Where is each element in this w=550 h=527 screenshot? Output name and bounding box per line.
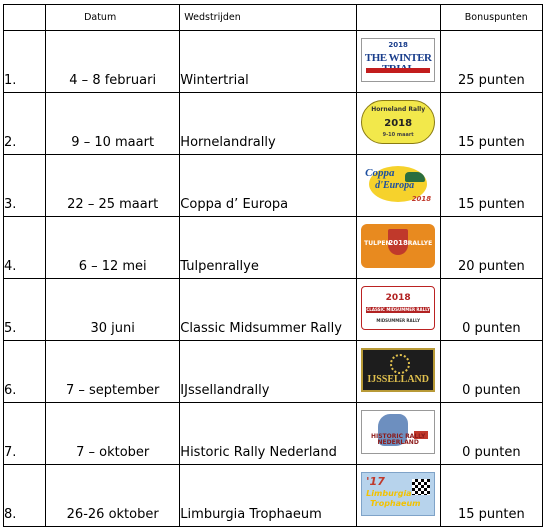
checkered-flag-icon — [412, 479, 430, 495]
limburgia-logo: '17 Limburgia Trophaeum — [361, 472, 435, 516]
row-date: 7 – september — [46, 341, 180, 403]
table-row — [4, 279, 543, 341]
table-row — [4, 31, 543, 93]
header-logo — [356, 5, 440, 31]
row-date: 4 – 8 februari — [46, 31, 180, 93]
row-points: 0 punten — [440, 403, 542, 465]
header-date: Datum — [46, 5, 180, 31]
header-event: Wedstrijden — [180, 5, 356, 31]
table-row — [4, 403, 543, 465]
table-row — [4, 341, 543, 403]
coppa-europa-logo: Coppa d'Europa 2018 — [365, 166, 432, 203]
table-row — [4, 155, 543, 217]
row-number: 3. — [4, 155, 46, 217]
row-number: 5. — [4, 279, 46, 341]
bonus-points-table — [3, 4, 543, 527]
row-points: 15 punten — [440, 93, 542, 155]
table-row — [4, 93, 543, 155]
row-event: Historic Rally Nederland — [180, 403, 356, 465]
table-row — [4, 465, 543, 527]
classic-midsummer-logo: 2018 CLASSIC MIDSUMMER RALLY MIDSUMMER RALLY — [361, 286, 435, 330]
row-event: Coppa d’ Europa — [180, 155, 356, 217]
row-number: 4. — [4, 217, 46, 279]
historic-rally-logo: HISTORIC RALLY NEDERLAND — [361, 410, 435, 454]
table-row — [4, 217, 543, 279]
row-date: 7 – oktober — [46, 403, 180, 465]
row-event: Tulpenrallye — [180, 217, 356, 279]
wintertrial-logo: 2018 THE WINTER — [361, 38, 435, 82]
row-points: 0 punten — [440, 279, 542, 341]
row-number: 8. — [4, 465, 46, 527]
row-number: 6. — [4, 341, 46, 403]
header-number — [4, 5, 46, 31]
tulpenrallye-logo: TULPEN RALLYE 2018 — [361, 224, 435, 268]
row-points: 15 punten — [440, 465, 542, 527]
row-points: 0 punten — [440, 341, 542, 403]
row-event: Limburgia Trophaeum — [180, 465, 356, 527]
row-number: 1. — [4, 31, 46, 93]
row-event: Classic Midsummer Rally — [180, 279, 356, 341]
row-date: 6 – 12 mei — [46, 217, 180, 279]
header-points: Bonuspunten — [440, 5, 542, 31]
row-points: 20 punten — [440, 217, 542, 279]
row-date: 9 – 10 maart — [46, 93, 180, 155]
row-points: 25 punten — [440, 31, 542, 93]
row-date: 26-26 oktober — [46, 465, 180, 527]
row-event: IJssellandrally — [180, 341, 356, 403]
row-number: 7. — [4, 403, 46, 465]
row-date: 22 – 25 maart — [46, 155, 180, 217]
row-points: 15 punten — [440, 155, 542, 217]
stars-ring-icon — [390, 354, 410, 374]
row-event: Hornelandrally — [180, 93, 356, 155]
header-row — [4, 5, 543, 31]
hornelandrally-logo: Horneland Rally 2018 9-10 maart — [361, 100, 435, 144]
row-event: Wintertrial — [180, 31, 356, 93]
row-date: 30 juni — [46, 279, 180, 341]
row-number: 2. — [4, 93, 46, 155]
ijsselland-logo: IJSSELLAND — [361, 348, 435, 392]
